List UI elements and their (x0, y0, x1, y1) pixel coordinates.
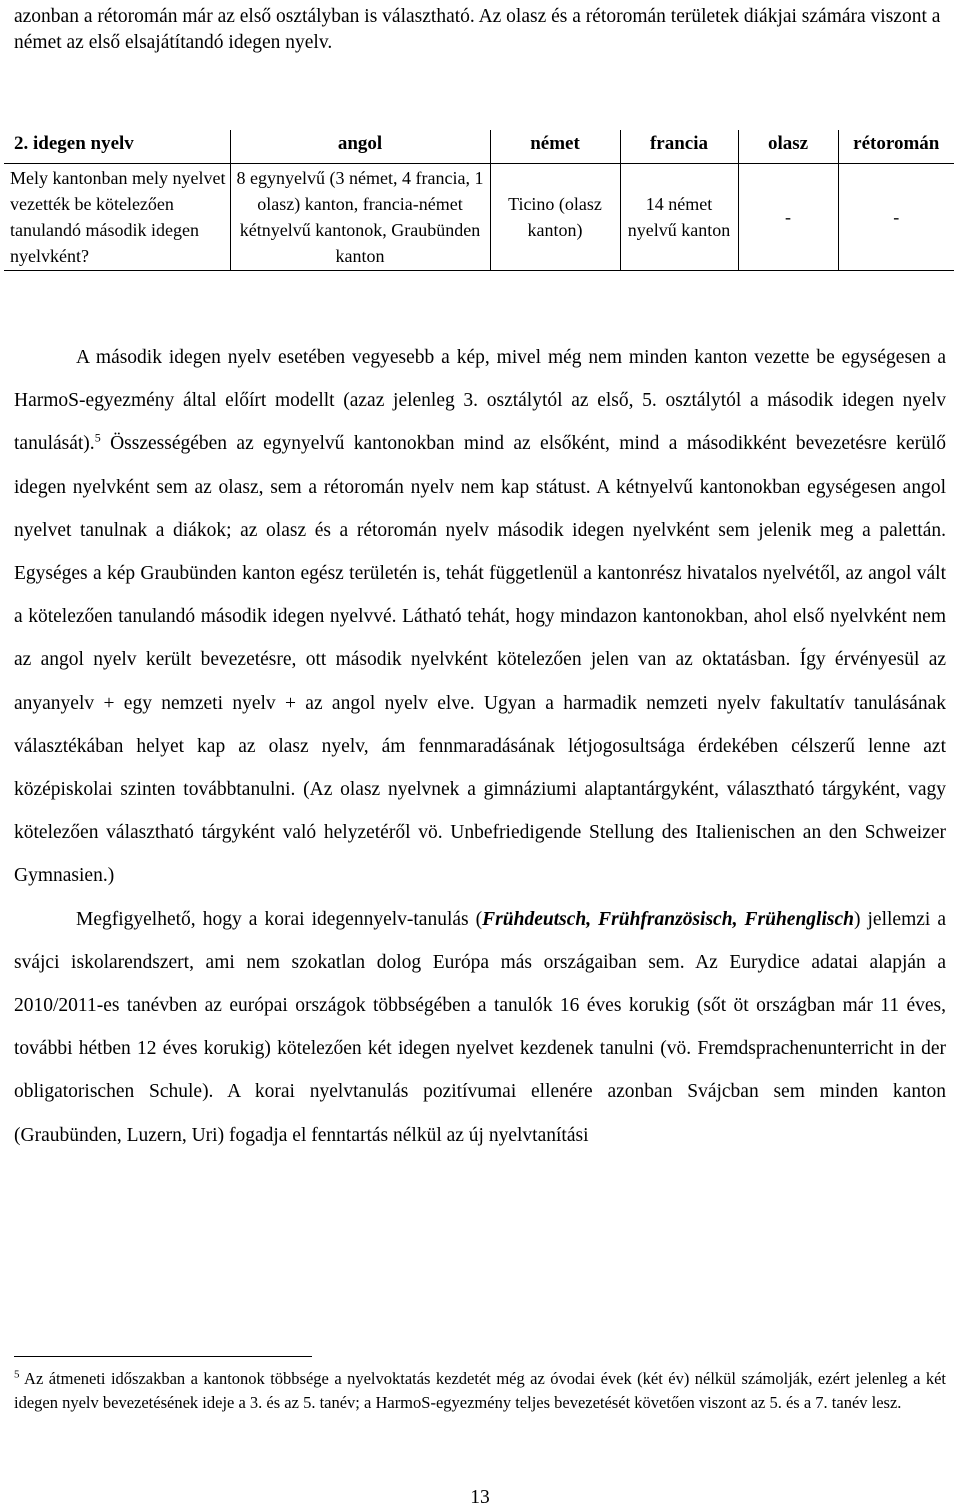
header-italian: olasz (738, 130, 838, 164)
header-french: francia (620, 130, 738, 164)
footnote (14, 1367, 946, 1414)
header-romansh: rétoromán (838, 130, 954, 164)
cell-german: Ticino (olasz kanton) (490, 164, 620, 271)
footnote-marker: 5 (14, 1368, 20, 1381)
cell-romansh: - (838, 164, 954, 271)
table-row (4, 164, 954, 271)
header-second-language: 2. idegen nyelv (4, 130, 230, 164)
paragraph-text: Összességében az egynyelvű kantonokban mind az elsőként, mind a másodikként bevezetésre kerülő idegen nyelvként sem az olasz, sem a rétoromán nyelv nem kap státust. A kétnyelvű kantonokban egységesen angol nyelvet tanulnak a diákok; az olasz és a rétoromán nyelv második idegen nyelvként sem jelenik meg a palettán. Egységes a kép Graubünden kanton egész területén is, tehát függetlenül a kantonrész hivatalos nyelvétől, az angol vált a kötelezően tanulandó második idegen nyelvvé. Látható tehát, hogy mindazon kantonokban, ahol első nyelvként nem az angol nyelv került bevezetésre, ott második nyelvként kötelezően jelen van az oktatásban. Így érvényesül az anyanyelv + egy nemzeti nyelv + az angol nyelv elve. Ugyan a harmadik nemzeti nyelv fakultatív tanulásának választékában helyet kap az olasz nyelv, ám fennmaradásának létjogosultsága érdekében célszerű lenne azt középiskolai szinten továbbtanulni. (Az olasz nyelvnek a gimnáziumi alaptantárgyként, választható tárgyként, vagy kötelezően választható tárgyként való helyzetéről vö. Unbefriedigende Stellung des Italienischen an den Schweizer Gymnasien.) (14, 433, 946, 887)
cell-english: 8 egynyelvű (3 német, 4 francia, 1 olasz) kanton, francia-német kétnyelvű kantonok, Graubünden kanton (230, 164, 490, 271)
footnote-reference[interactable]: 5 (94, 430, 101, 445)
page-number: 13 (470, 1487, 490, 1508)
cell-question: Mely kantonban mely nyelvet vezették be kötelezően tanulandó második idegen nyelvként? (4, 164, 230, 271)
paragraph-early-learning (14, 898, 946, 1157)
term-fruehfranzoesisch: Frühfranzösisch (598, 908, 733, 930)
paragraph-text: Megfigyelhető, hogy a korai idegennyelv-tanulás ( (76, 908, 483, 930)
paragraph-text: A második idegen nyelv esetében vegyesebb a kép, mivel még nem minden kanton vezette be egységesen a HarmoS-egyezmény által előírt modellt (azaz jelenleg 3. osztálytól az első, 5. osztálytól a második idegen nyelv tanulását). (14, 347, 946, 455)
term-separator: , (732, 908, 745, 930)
term-fruehenglisch: Frühenglisch (744, 908, 854, 930)
cell-french: 14 német nyelvű kanton (620, 164, 738, 271)
table-header-row (4, 130, 954, 164)
paragraph-text: ) jellemzi a svájci iskolarendszert, ami nem szokatlan dolog Európa más országaiban sem. Az Eurydice adatai alapján a 2010/2011-es tanévben az európai országok többségében a tanulók 16 éves korukig (sőt öt országban már 11 éves, további hétben 12 éves korukig) kötelezően két idegen nyelvet kezdenek tanulni (vö. Fremdsprachenunterricht in der obligatorischen Schule). A korai nyelvtanulás pozitívumai ellenére azonban Svájcban sem minden kanton (Graubünden, Luzern, Uri) fogadja el fenntartás nélkül az új nyelvtanítási (14, 908, 947, 1146)
intro-paragraph: azonban a rétoromán már az első osztályban is választható. Az olasz és a rétoromán területek diákjai számára viszont a német az első elsajátítandó idegen nyelv. (14, 6, 941, 53)
second-language-table (4, 130, 954, 271)
term-fruehdeutsch: Frühdeutsch (482, 908, 587, 930)
footnote-text: Az átmeneti időszakban a kantonok többsége a nyelvoktatás kezdetét még az óvodai évek (két év) nélkül számolják, ezért jelenleg a két idegen nyelv bevezetésének ideje a 3. és az 5. tanév; a HarmoS-egyezmény teljes bevezetését követően viszont az 5. és a 7. tanév lesz. (14, 1369, 946, 1412)
footnote-divider (14, 1356, 312, 1357)
cell-italian: - (738, 164, 838, 271)
paragraph-second-language (14, 336, 946, 898)
term-separator: , (586, 908, 599, 930)
header-german: német (490, 130, 620, 164)
body-text (14, 336, 946, 1157)
header-english: angol (230, 130, 490, 164)
